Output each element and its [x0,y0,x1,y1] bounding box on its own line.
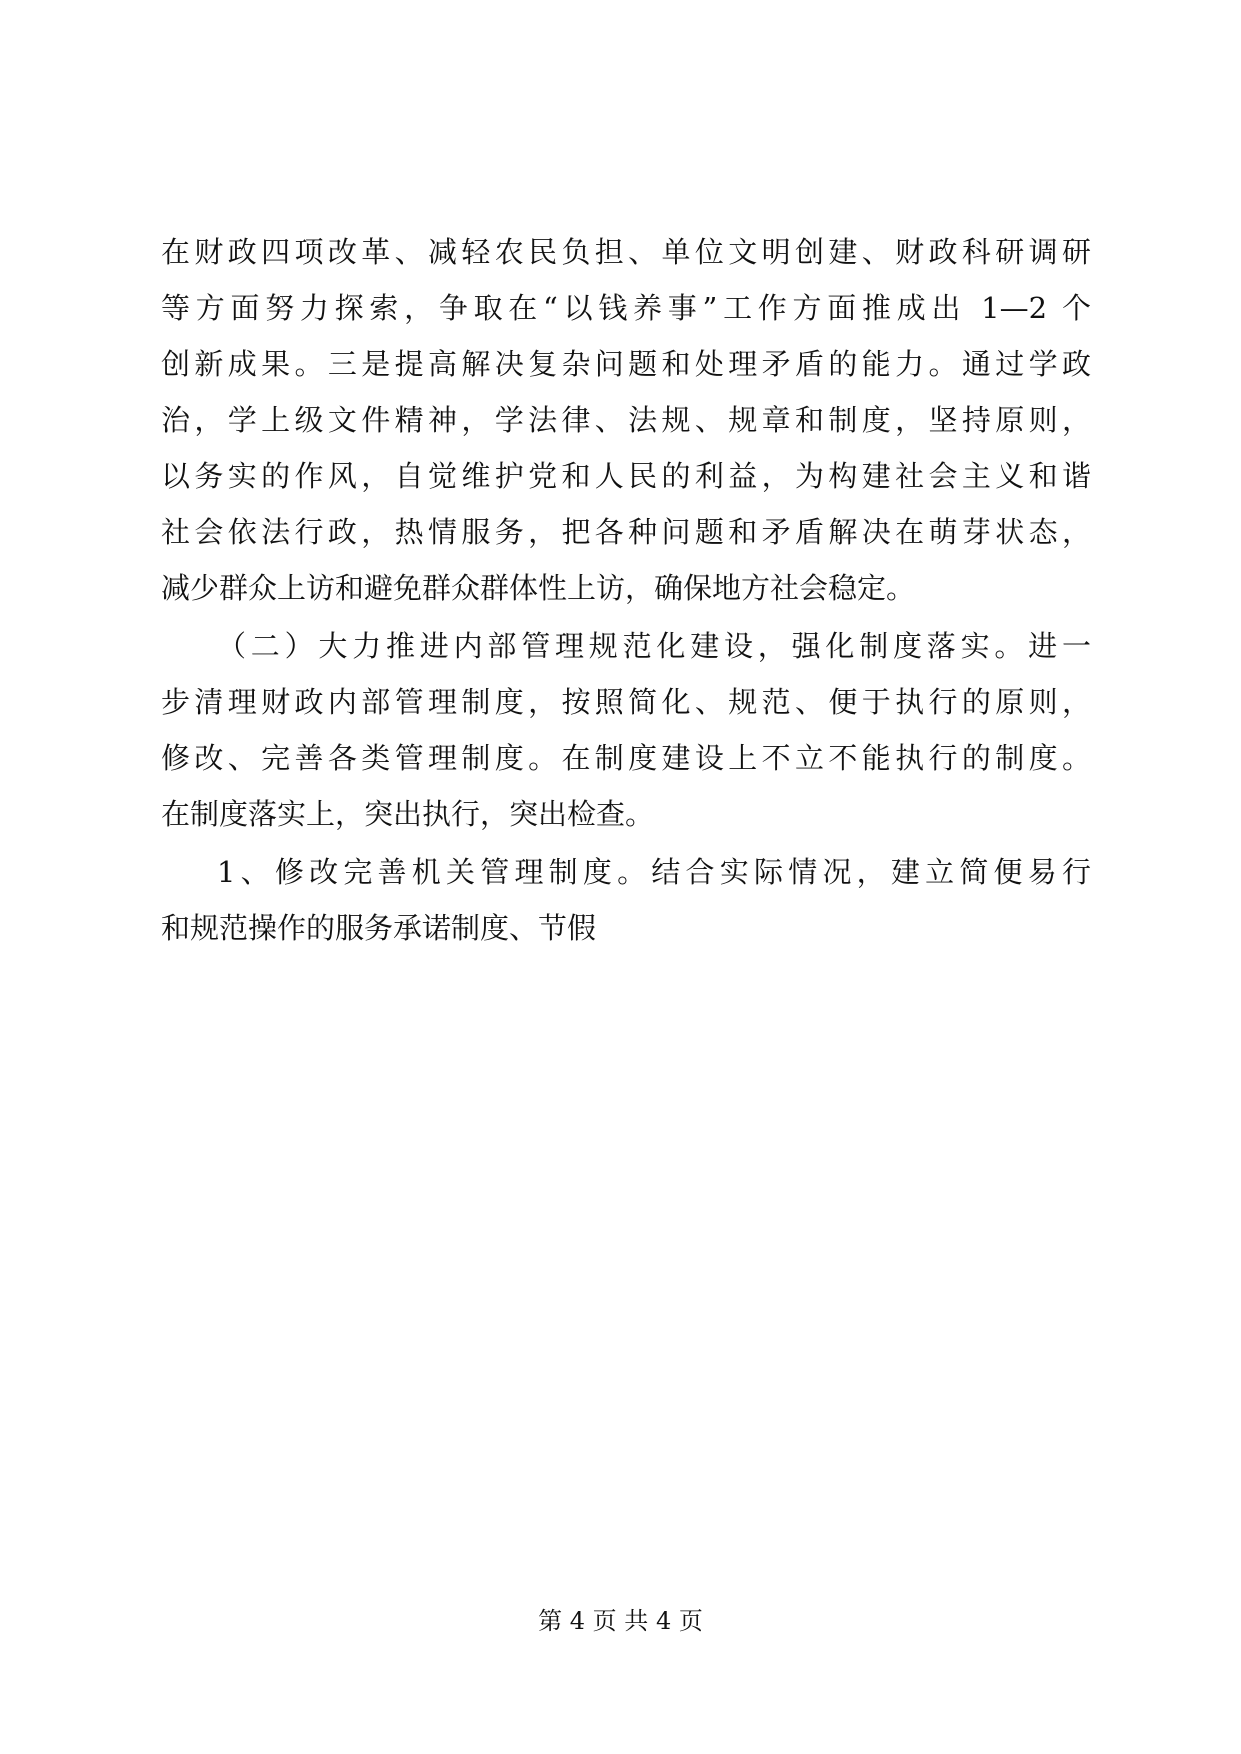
body-line-5: 以务实的作风，自觉维护党和人民的利益，为构建社会主义和谐 [161,459,1091,493]
body-line-13: 和规范操作的服务承诺制度、节假 [161,911,597,945]
page-footer: 第 4 页 共 4 页 [538,1607,703,1635]
body-line-6: 社会依法行政，热情服务，把各种问题和矛盾解决在萌芽状态， [161,515,1091,549]
body-line-1: 在财政四项改革、减轻农民负担、单位文明创建、财政科研调研 [161,235,1091,269]
body-line-9: 步清理财政内部管理制度，按照简化、规范、便于执行的原则， [161,685,1091,719]
list-item-line: 1、修改完善机关管理制度。结合实际情况，建立简便易行 [217,855,1091,889]
body-line-2: 等方面努力探索，争取在“以钱养事”工作方面推成出 1—2 个 [161,291,1091,325]
body-line-7: 减少群众上访和避免群众群体性上访，确保地方社会稳定。 [161,571,916,605]
body-line-10: 修改、完善各类管理制度。在制度建设上不立不能执行的制度。 [161,741,1091,775]
section-heading-line: （二）大力推进内部管理规范化建设，强化制度落实。进一 [217,629,1091,663]
body-line-11: 在制度落实上，突出执行，突出检查。 [161,797,655,831]
body-line-4: 治，学上级文件精神，学法律、法规、规章和制度，坚持原则， [161,403,1091,437]
body-line-3: 创新成果。三是提高解决复杂问题和处理矛盾的能力。通过学政 [161,347,1091,381]
